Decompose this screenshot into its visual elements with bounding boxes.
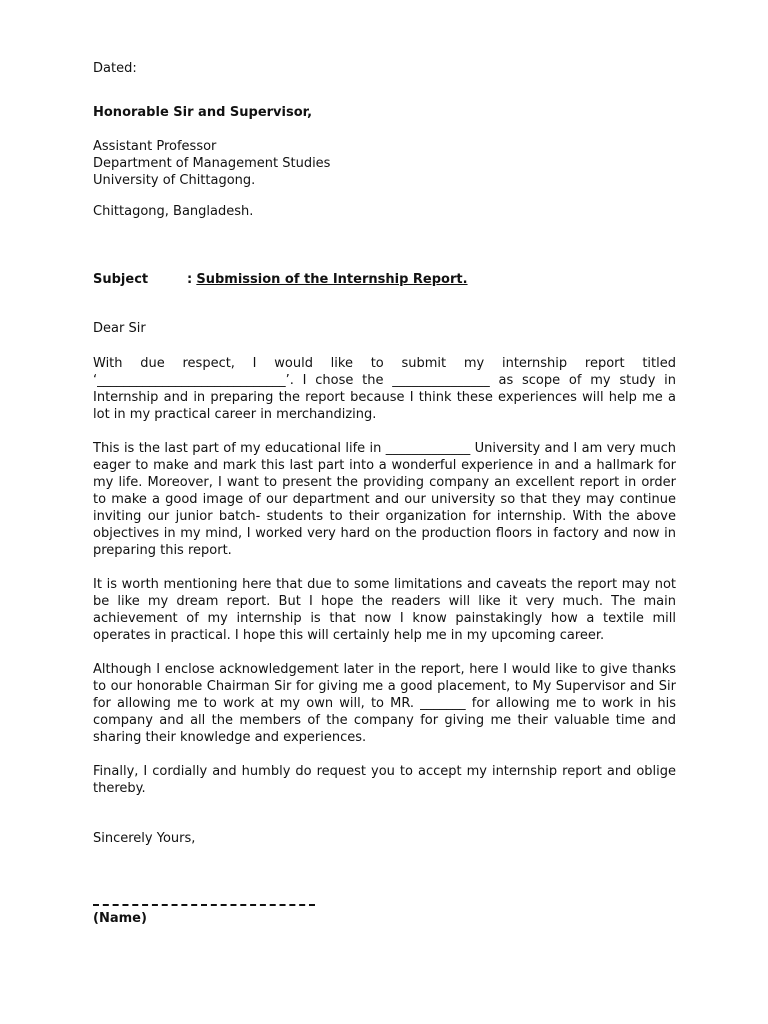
greeting: Dear Sir (93, 321, 146, 336)
dated-label: Dated: (93, 61, 137, 76)
subject-line (93, 271, 468, 288)
paragraph-2: This is the last part of my educational life in _____________ University and I am very much eager to make and mark this last part into a wonderful experience in and a hallmark for my life. Moreover, I want to present the providing company an excellent report in order to make a good image of our department and our university so that they may continue inviting our junior batch- students to their organization for internship. With the above objectives in my mind, I worked very hard on the production floors in factory and now in preparing this report. (93, 441, 676, 558)
closing: Sincerely Yours, (93, 831, 196, 846)
address-line-1: Assistant Professor (93, 139, 217, 154)
paragraph-3: It is worth mentioning here that due to some limitations and caveats the report may not be like my dream report. But I hope the readers will like it very much. The main achievement of my internship is that now I know painstakingly how a textile mill operates in practical. I hope this will certainly help me in my upcoming career. (93, 577, 676, 643)
paragraph-1: With due respect, I would like to submit my internship report titled ‘_____________________________’. I chose the _______________ as scope of my study in Internship and in preparing the report because I think these experiences will help me a lot in my practical career in merchandizing. (93, 356, 676, 422)
subject-colon: : (187, 272, 193, 287)
paragraph-5: Finally, I cordially and humbly do request you to accept my internship report and oblige thereby. (93, 764, 676, 796)
address-line-3: University of Chittagong. (93, 173, 256, 188)
subject-text: Submission of the Internship Report. (196, 272, 468, 287)
signature-line (93, 904, 315, 906)
address-city: Chittagong, Bangladesh. (93, 204, 254, 219)
name-placeholder: (Name) (93, 911, 147, 926)
paragraph-4: Although I enclose acknowledgement later in the report, here I would like to give thanks to our honorable Chairman Sir for giving me a good placement, to My Supervisor and Sir for allowing me to work at my own will, to MR. _______ for allowing me to work in his company and all the members of the company for giving me their valuable time and sharing their knowledge and experiences. (93, 662, 676, 745)
salutation-title: Honorable Sir and Supervisor, (93, 105, 313, 120)
address-line-2: Department of Management Studies (93, 156, 331, 171)
subject-label: Subject (93, 272, 149, 287)
